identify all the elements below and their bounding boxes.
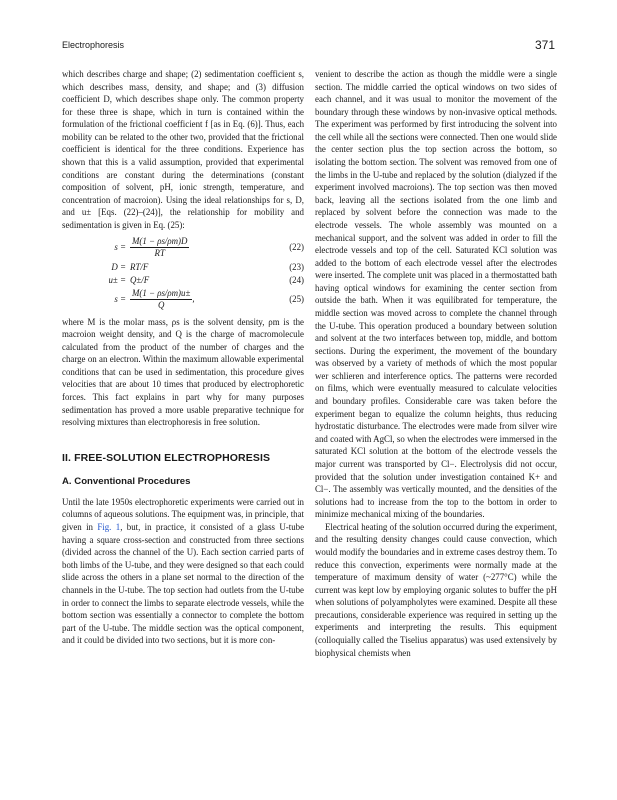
equation-body: RT/F	[130, 261, 149, 272]
page-header	[62, 40, 555, 54]
paragraph: Electrical heating of the solution occurred during the experiment, and the resulting density changes could cause convection, which would modify the boundaries and in extreme cases destroy them. To reduce this convection, experiments were normally made at the temperature of maximum density of water (~277°C) while the current was kept low by employing organic solutes to buffer the pH when solutions of polyampholytes were examined. Despite all these precautions, considerable experience was required in setting up the experiments and interpreting the results. This equipment (colloquially called the Tiselius apparatus) was used extensively by biophysical chemists when	[315, 521, 557, 658]
equation-22	[62, 235, 304, 261]
equation-number: (23)	[289, 261, 304, 272]
equation-lhs: s =	[114, 242, 126, 253]
fraction-denominator: Q	[157, 300, 165, 311]
fraction-denominator: RT	[154, 248, 165, 259]
running-title: Electrophoresis	[62, 40, 125, 50]
figure-link[interactable]: Fig. 1	[97, 522, 121, 533]
equation-number: (25)	[289, 294, 304, 305]
fraction	[130, 288, 195, 311]
equation-body: Q±/F	[130, 274, 150, 285]
section-heading: II. FREE-SOLUTION ELECTROPHORESIS	[62, 451, 271, 464]
paragraph-text: Until the late 1950s electrophoretic experiments were carried out in columns of aqueous solutions. The equipment was, in principle, that given in	[62, 496, 304, 533]
left-column	[62, 68, 304, 647]
fraction	[130, 236, 189, 259]
paragraph-text: , but, in practice, it consisted of a glass U-tube having a square cross-section and constructed from three sections (divided across the channel of the U). Each section carried parts of both limbs of the U-tube, and they were designed so that each could slide across the others in a plane set normal to the direction of the channels in the U-tube. The top section had outlets from the U-tube in order to connect the limbs to separate electrode vessels, while the bottom section was essentially a connector to complete the bottom part of the U-tube. The middle section was the optical component, and it could be divided into two sections, but it is more con-	[62, 522, 305, 646]
fraction-numerator: M(1 − ρs/ρm)D	[132, 236, 188, 247]
page-number: 371	[534, 38, 555, 52]
equation-block	[62, 235, 304, 313]
equation-trailing-comma: ,	[192, 293, 195, 304]
equation-number: (22)	[289, 242, 304, 253]
paragraph: where M is the molar mass, ρs is the solvent density, ρm is the macroion weight density, and Q is the charge of macromolecule calculated from the product of the number of charges and the charge on an electron. Within the maximum allowable experimental conditions that can be used in sedimentation, this procedure gives velocities that are about 10 times that produced by electrophoretic forces. This fact explains in part why for many purposes sedimentation has proved a more usable preparative technique for resolving mixtures than electrophoresis in free solution.	[62, 316, 304, 428]
equation-number: (24)	[289, 274, 304, 285]
subsection-heading: A. Conventional Procedures	[62, 476, 191, 488]
equation-23	[62, 261, 304, 274]
equation-25	[62, 287, 304, 313]
paragraph: which describes charge and shape; (2) sedimentation coefficient s, which describes mass, density, and shape; and (3) diffusion coefficient D, which describes shape only. The common property for these three is shape, which in turn is contained within the formulation of the frictional coefficient f [as in Eq. (6)]. Thus, each mobility can be related to the other two, provided that the frictional coefficient is identical for the three conditions. Experience has shown that this is a valid assumption, provided that experimental conditions are constant during the determinations (constant composition of solvent, pH, ionic strength, temperature, and concentration of macroion). Using the ideal relationships for s, D, and u± [Eqs. (22)–(24)], the relationship for mobility and sedimentation is given in Eq. (25):	[62, 69, 304, 230]
equation-body	[126, 288, 276, 311]
equation-lhs: D =	[111, 261, 126, 272]
equation-lhs: s =	[114, 294, 126, 305]
fraction-numerator: M(1 − ρs/ρm)u±	[132, 288, 191, 299]
right-column	[315, 68, 557, 659]
equation-body	[126, 236, 276, 259]
paragraph-with-figure-link	[62, 496, 304, 647]
equation-lhs: u± =	[108, 274, 126, 285]
equation-24	[62, 274, 304, 287]
paragraph: venient to describe the action as though the middle were a single section. The middle carried the optical windows on two sides of each channel, and it was usual to monitor the movement of the boundary through these windows by non-invasive optical methods. The experiment was performed by first introducing the solvent into the cell while all the sections were connected. Then one would slide the center section plus the top section across the bottom, so isolating the bottom section. The solvent was removed from one of the limbs in the U-tube and replaced by the solution (dialyzed if the experiment involved macroions). The top section was then moved back, leaving all the sections isolated from the one limb and replaced by solvent before the connection was made to the electrode vessels. The whole assembly was mounted on a mechanical support, and the solvent was added in order to fill the electrode vessels and top of the cell. Saturated KCl solution was added to the bottom of each electrode vessel after the electrodes were inserted. The complete unit was placed in a thermostatted bath having optical windows for examining the center section from outside the bath. When it was equilibrated for temperature, the middle section was moved across to complete the channel through the U-tube. This operation produced a boundary between solution and solvent at the two interfaces between top, middle, and bottom sections. During the experiment, the movement of the boundary was observed by a variety of methods of which the most popular wer schlieren and interference optics. The patterns were recorded on films, which were eventually measured to calculate velocities and boundary profiles. Considerable care was taken before the experiment began to equalize the column heights, thus reducing hydrostatic disturbance. The electrodes were made from silver wire and coated with AgCl, so when the electrodes were immersed in the saturated KCl solution at the bottom of the electrode vessels the major current was transported by Cl−. Electrolysis did not occur, provided that the solution under investigation contained K+ and Cl−. The assembly was vertically mounted, and the densities of the solutions had to increase from the top to the bottom in order to minimize mechanical mixing of the boundaries.	[315, 69, 557, 520]
